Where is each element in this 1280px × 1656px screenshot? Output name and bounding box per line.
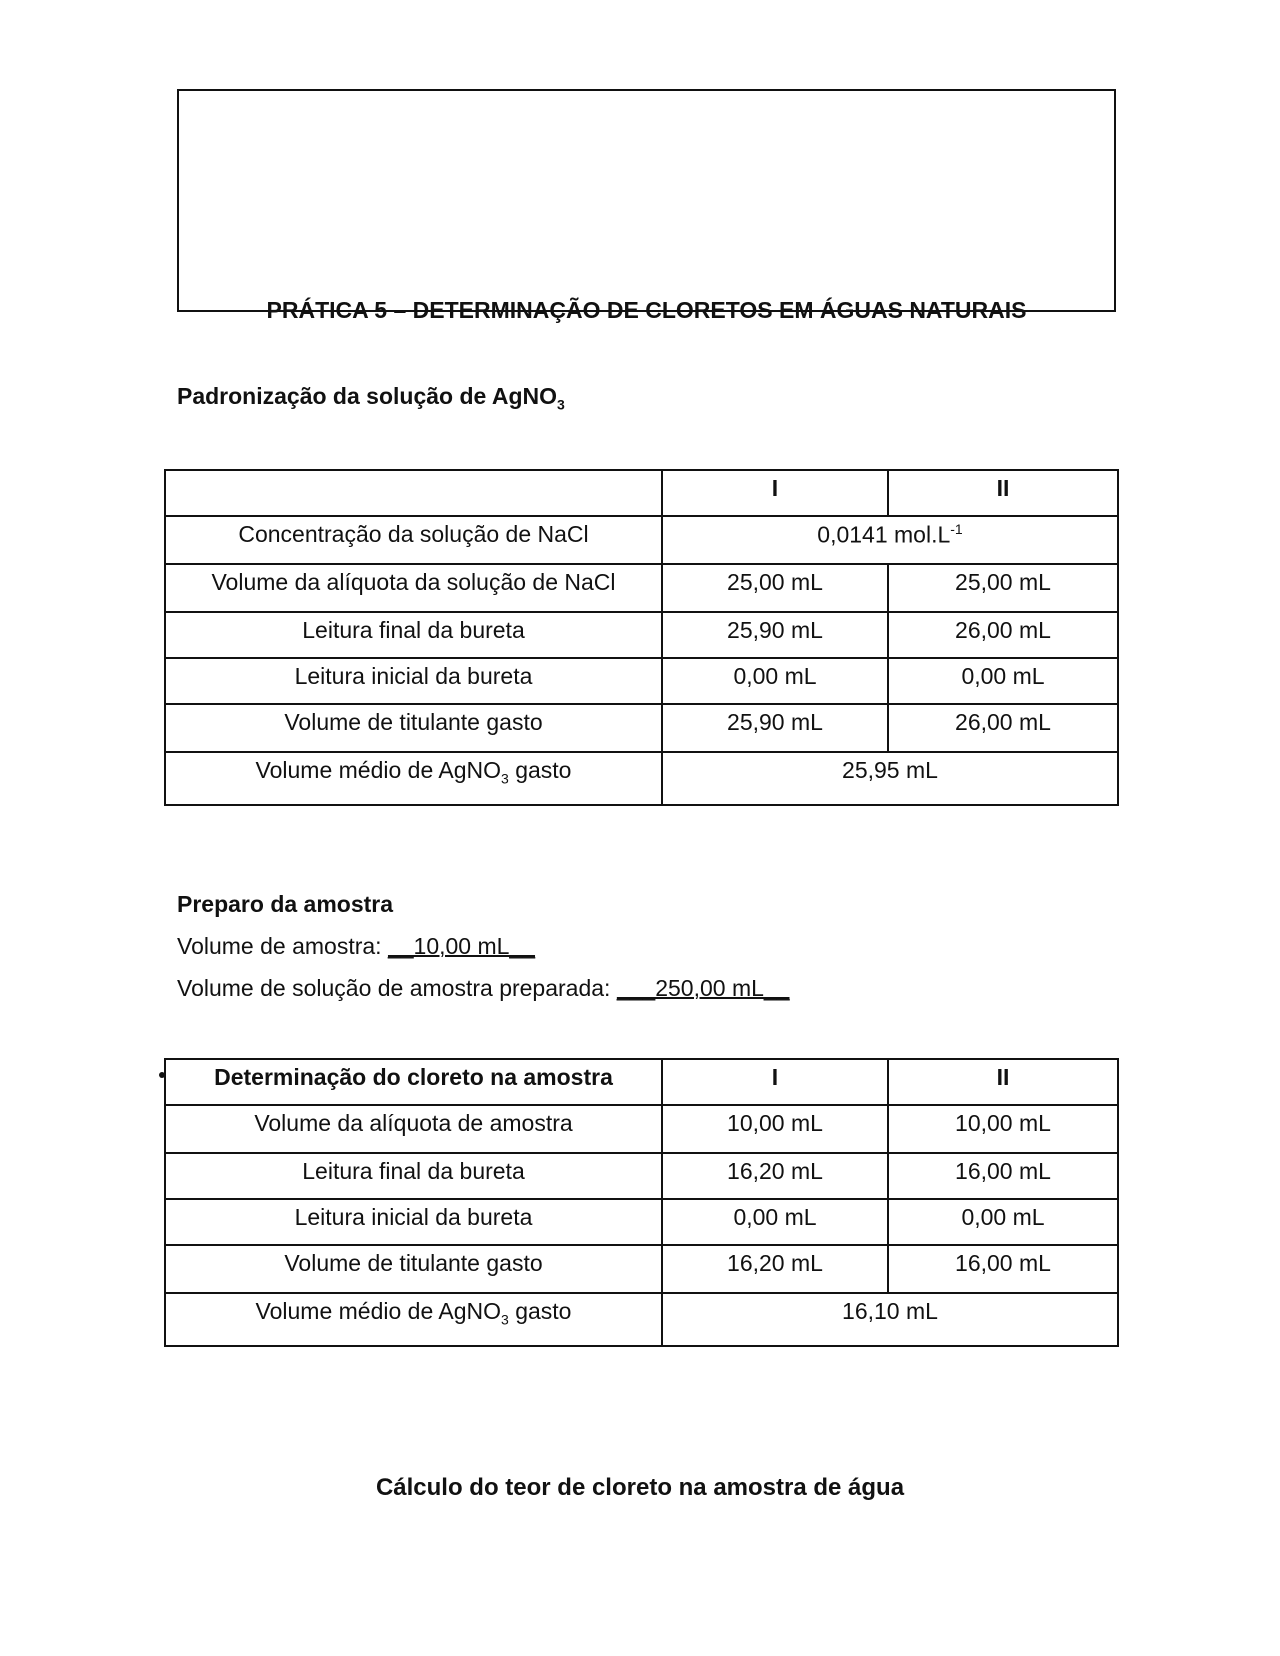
table-row (165, 704, 1118, 752)
solution-volume-value: ___250,00 mL__ (616, 975, 790, 1001)
header-empty-cell (165, 470, 662, 516)
header-col-ii: II (888, 1059, 1118, 1105)
header-box (177, 89, 1116, 312)
average-volume-value: 25,95 mL (662, 752, 1118, 805)
table-header-row (165, 1059, 1118, 1105)
row-label: Leitura inicial da bureta (165, 658, 662, 704)
table-row (165, 1199, 1118, 1245)
cell-ii: 16,00 mL (888, 1245, 1118, 1293)
table-row (165, 1293, 1118, 1346)
cell-i: 16,20 mL (662, 1245, 888, 1293)
cell-ii: 26,00 mL (888, 704, 1118, 752)
row-label: Volume de titulante gasto (165, 704, 662, 752)
header-col-i: I (662, 1059, 888, 1105)
row-label: Volume de titulante gasto (165, 1245, 662, 1293)
section-heading-padronizacao: Padronização da solução de AgNO$_3$ (177, 383, 565, 413)
cell-ii: 10,00 mL (888, 1105, 1118, 1153)
table-row (165, 1245, 1118, 1293)
section-heading-preparo: Preparo da amostra (177, 891, 394, 917)
page-title: PRÁTICA 5 – DETERMINAÇÃO DE CLORETOS EM ÁGUAS NATURAIS (266, 297, 1027, 323)
header-col-i: I (662, 470, 888, 516)
table-row (165, 1105, 1118, 1153)
table-header-row (165, 470, 1118, 516)
cell-i: 25,90 mL (662, 612, 888, 658)
row-label: Volume médio de AgNO$_3$ gasto (165, 752, 662, 805)
cell-ii: 16,00 mL (888, 1153, 1118, 1199)
cell-i: 25,90 mL (662, 704, 888, 752)
row-label: Volume da alíquota de amostra (165, 1105, 662, 1153)
table-row (165, 564, 1118, 612)
cell-ii: 0,00 mL (888, 1199, 1118, 1245)
table-row (165, 1153, 1118, 1199)
cell-ii: 25,00 mL (888, 564, 1118, 612)
cell-i: 10,00 mL (662, 1105, 888, 1153)
row-label: Leitura final da bureta (165, 612, 662, 658)
average-volume-value: 16,10 mL (662, 1293, 1118, 1346)
table-row (165, 516, 1118, 564)
cell-i: 0,00 mL (662, 658, 888, 704)
cell-i: 0,00 mL (662, 1199, 888, 1245)
cell-i: 25,00 mL (662, 564, 888, 612)
cell-ii: 26,00 mL (888, 612, 1118, 658)
table-row (165, 612, 1118, 658)
table-row (165, 752, 1118, 805)
sample-volume-value: __10,00 mL__ (387, 933, 536, 959)
row-label: Concentração da solução de NaCl (165, 516, 662, 564)
sample-volume-line: Volume de amostra: __10,00 mL__ (177, 933, 536, 959)
solution-volume-line: Volume de solução de amostra preparada: ___250,00 mL__ (177, 975, 790, 1001)
row-label: Leitura inicial da bureta (165, 1199, 662, 1245)
determination-table (164, 1058, 1119, 1347)
standardization-table (164, 469, 1119, 806)
table-row (165, 658, 1118, 704)
row-label: Volume da alíquota da solução de NaCl (165, 564, 662, 612)
cell-i: 16,20 mL (662, 1153, 888, 1199)
calculation-heading: Cálculo do teor de cloreto na amostra de água (375, 1474, 905, 1501)
header-label: Determinação do cloreto na amostra (165, 1059, 662, 1105)
row-label: Volume médio de AgNO$_3$ gasto (165, 1293, 662, 1346)
header-col-ii: II (888, 470, 1118, 516)
concentration-value: 0,0141 $mol.L^{-1}$ (662, 516, 1118, 564)
row-label: Leitura final da bureta (165, 1153, 662, 1199)
cell-ii: 0,00 mL (888, 658, 1118, 704)
